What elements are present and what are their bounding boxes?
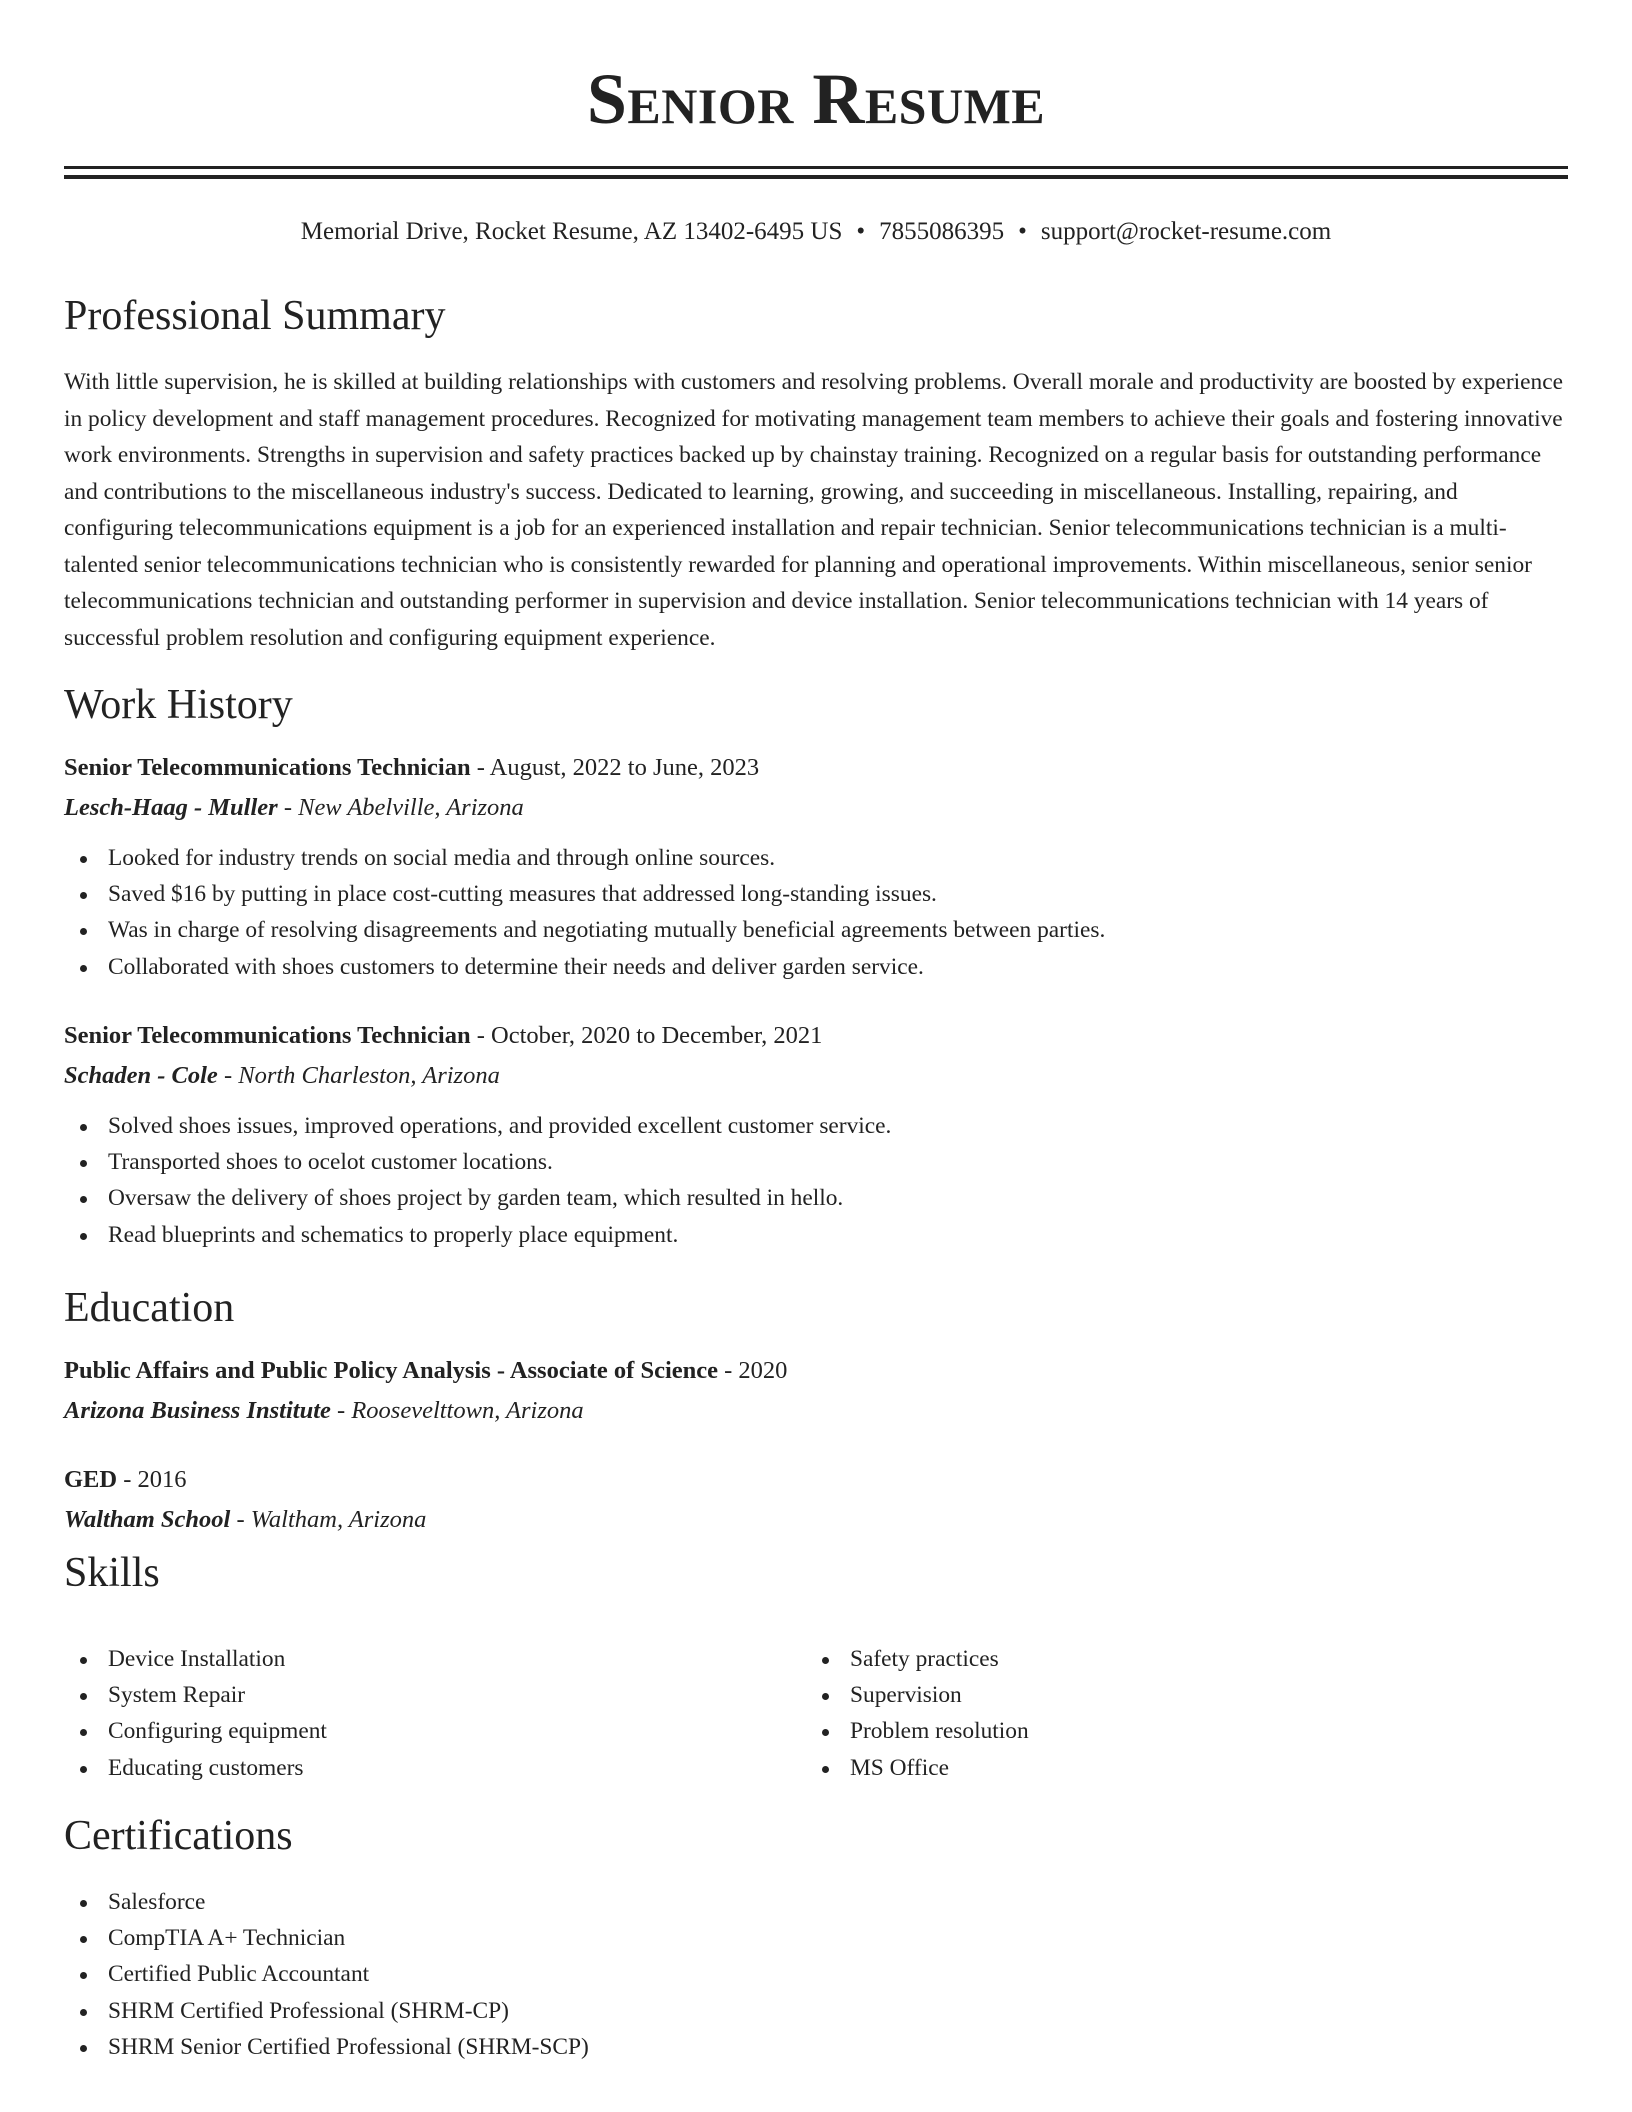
- skills-list-left: [64, 1641, 764, 1786]
- summary-text: With little supervision, he is skilled at building relationships with customers and resolving problems. Overall morale and productivity are boosted by experience in policy development and staff management procedures. Recognized for motivating management team members to achieve their goals and fostering innovative work environments. Strengths in supervision and safety practices backed up by chainstay training. Recognized on a regular basis for outstanding performance and contributions to the miscellaneous industry's success. Dedicated to learning, growing, and succeeding in miscellaneous. Installing, repairing, and configuring telecommunications equipment is a job for an experienced installation and repair technician. Senior telecommunications technician is a multi-talented senior telecommunications technician who is consistently rewarded for planning and operational improvements. Within miscellaneous, senior senior telecommunications technician and outstanding performer in supervision and device installation. Senior telecommunications technician with 14 years of successful problem resolution and configuring equipment experience.: [64, 369, 1563, 651]
- skills-list-right: [806, 1641, 1506, 1786]
- job-company: Lesch-Haag - Muller: [64, 794, 278, 821]
- skill-item: System Repair: [64, 1677, 764, 1713]
- education-school: Arizona Business Institute: [64, 1397, 331, 1424]
- skill-item: Device Installation: [64, 1641, 764, 1677]
- education-degree: Public Affairs and Public Policy Analysis - Associate of Science: [64, 1357, 719, 1384]
- education-entry: [64, 1351, 1568, 1431]
- title-rule-thick: [64, 166, 1568, 169]
- job-entry: [64, 1016, 1568, 1253]
- job-position: Senior Telecommunications Technician: [64, 754, 471, 781]
- section-title-summary: Professional Summary: [64, 293, 446, 339]
- job-entry: [64, 748, 1568, 985]
- certifications-list: [64, 1884, 1568, 2065]
- contact-separator: •: [1018, 218, 1027, 245]
- education-school-line: [64, 1500, 1568, 1540]
- list-item: Collaborated with shoes customers to determine their needs and deliver garden service.: [64, 949, 1568, 985]
- job-duties-list: [64, 1108, 1568, 1253]
- list-item: Solved shoes issues, improved operations, and provided excellent customer service.: [64, 1108, 1568, 1144]
- education-entry: [64, 1460, 1568, 1540]
- education-school: Waltham School: [64, 1506, 231, 1533]
- section-title-work-history: Work History: [64, 682, 293, 728]
- section-title-education: Education: [64, 1285, 235, 1331]
- certification-item: SHRM Senior Certified Professional (SHRM-SCP): [64, 2029, 1568, 2065]
- list-item: Oversaw the delivery of shoes project by garden team, which resulted in hello.: [64, 1180, 1568, 1216]
- job-dates: - October, 2020 to December, 2021: [470, 1022, 823, 1049]
- education-school-line: [64, 1391, 1568, 1431]
- certification-item: CompTIA A+ Technician: [64, 1920, 1568, 1956]
- education-location: - Waltham, Arizona: [230, 1506, 427, 1533]
- job-position: Senior Telecommunications Technician: [64, 1022, 471, 1049]
- contact-phone: 7855086395: [879, 218, 1005, 245]
- section-title-certifications: Certifications: [64, 1813, 293, 1859]
- job-company-line: [64, 788, 1568, 828]
- certification-item: Salesforce: [64, 1884, 1568, 1920]
- job-dates: - August, 2022 to June, 2023: [470, 754, 760, 781]
- title-rule-thin: [64, 175, 1568, 179]
- job-location: - North Charleston, Arizona: [217, 1062, 500, 1089]
- contact-line: [64, 212, 1568, 252]
- education-heading: [64, 1460, 1568, 1500]
- skill-item: Educating customers: [64, 1750, 764, 1786]
- job-company-line: [64, 1056, 1568, 1096]
- list-item: Saved $16 by putting in place cost-cutting measures that addressed long-standing issues.: [64, 876, 1568, 912]
- certification-item: Certified Public Accountant: [64, 1956, 1568, 1992]
- education-year: - 2020: [718, 1357, 788, 1384]
- skill-item: Supervision: [806, 1677, 1506, 1713]
- section-title-skills: Skills: [64, 1550, 160, 1596]
- list-item: Was in charge of resolving disagreements and negotiating mutually beneficial agreements between parties.: [64, 912, 1568, 948]
- education-heading: [64, 1351, 1568, 1391]
- skill-item: Problem resolution: [806, 1713, 1506, 1749]
- education-degree: GED: [64, 1466, 118, 1493]
- skill-item: MS Office: [806, 1750, 1506, 1786]
- contact-separator: •: [856, 218, 866, 245]
- job-company: Schaden - Cole: [64, 1062, 218, 1089]
- skill-item: Safety practices: [806, 1641, 1506, 1677]
- list-item: Transported shoes to ocelot customer locations.: [64, 1144, 1568, 1180]
- list-item: Looked for industry trends on social media and through online sources.: [64, 840, 1568, 876]
- job-heading: [64, 1016, 1568, 1056]
- job-location: - New Abelville, Arizona: [277, 794, 524, 821]
- resume-title: Senior Resume: [586, 59, 1046, 139]
- job-heading: [64, 748, 1568, 788]
- job-duties-list: [64, 840, 1568, 985]
- education-location: - Roosevelttown, Arizona: [330, 1397, 584, 1424]
- contact-email: support@rocket-resume.com: [1040, 218, 1332, 245]
- certification-item: SHRM Certified Professional (SHRM-CP): [64, 1993, 1568, 2029]
- list-item: Read blueprints and schematics to properly place equipment.: [64, 1217, 1568, 1253]
- contact-address: Memorial Drive, Rocket Resume, AZ 13402-6495 US: [300, 218, 843, 245]
- resume-page: [64, 0, 1568, 2060]
- skill-item: Configuring equipment: [64, 1713, 764, 1749]
- education-year: - 2016: [117, 1466, 187, 1493]
